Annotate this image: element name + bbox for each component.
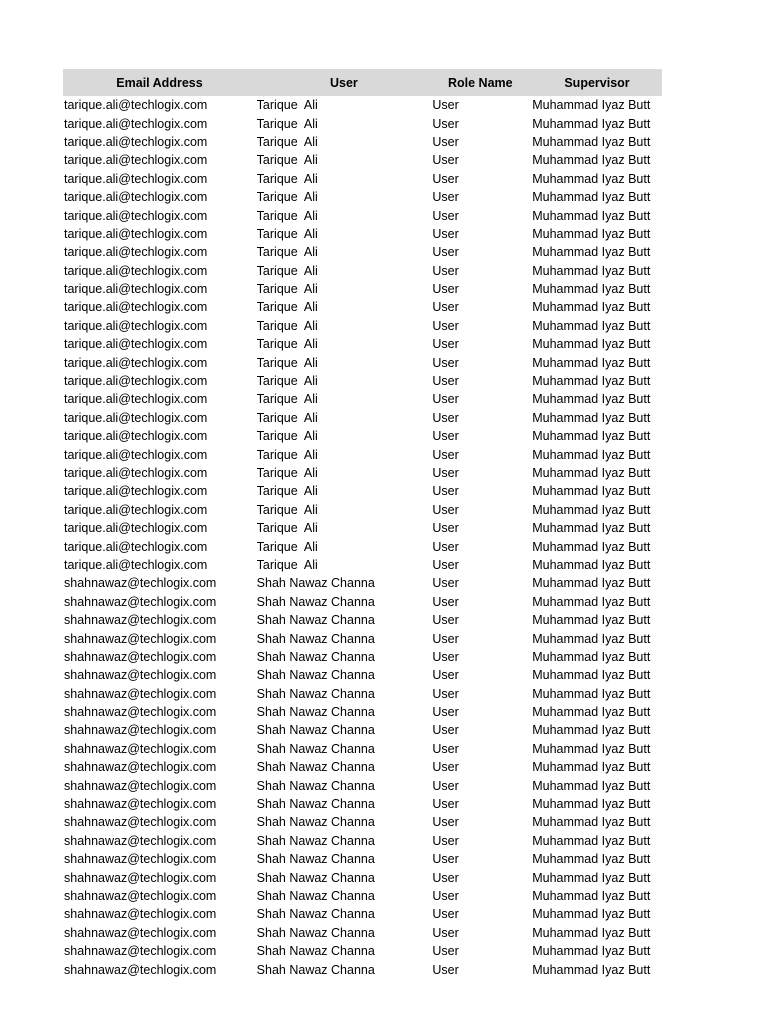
cell-email: tarique.ali@techlogix.com bbox=[64, 171, 208, 186]
cell-role: User bbox=[432, 98, 459, 113]
cell-user: Tarique Ali bbox=[256, 429, 318, 444]
cell-email: tarique.ali@techlogix.com bbox=[64, 318, 208, 333]
cell-role: User bbox=[432, 723, 459, 738]
table-row bbox=[63, 206, 662, 224]
cell-user: Tarique Ali bbox=[256, 374, 318, 389]
table-row bbox=[63, 501, 662, 519]
cell-supervisor: Muhammad Iyaz Butt bbox=[532, 815, 651, 830]
table-row bbox=[63, 666, 662, 684]
cell-user: Shah Nawaz Channa bbox=[256, 686, 375, 701]
cell-user: Tarique Ali bbox=[256, 337, 318, 352]
cell-user: Shah Nawaz Channa bbox=[256, 760, 375, 775]
cell-supervisor: Muhammad Iyaz Butt bbox=[532, 944, 651, 959]
cell-role: User bbox=[432, 374, 459, 389]
cell-user: Shah Nawaz Channa bbox=[256, 594, 375, 609]
cell-role: User bbox=[432, 429, 459, 444]
cell-role: User bbox=[432, 557, 459, 572]
cell-email: tarique.ali@techlogix.com bbox=[64, 245, 208, 260]
cell-email: tarique.ali@techlogix.com bbox=[64, 392, 208, 407]
cell-email: tarique.ali@techlogix.com bbox=[64, 98, 208, 113]
cell-email: tarique.ali@techlogix.com bbox=[64, 153, 208, 168]
cell-role: User bbox=[432, 245, 459, 260]
cell-supervisor: Muhammad Iyaz Butt bbox=[532, 466, 651, 480]
table-row bbox=[63, 924, 662, 942]
cell-supervisor: Muhammad Iyaz Butt bbox=[532, 888, 651, 903]
cell-role: User bbox=[432, 263, 459, 278]
table-row bbox=[63, 556, 662, 574]
cell-supervisor: Muhammad Iyaz Butt bbox=[532, 557, 651, 572]
cell-supervisor: Muhammad Iyaz Butt bbox=[532, 723, 651, 738]
table-row bbox=[63, 740, 662, 758]
cell-role: User bbox=[432, 171, 459, 186]
cell-supervisor: Muhammad Iyaz Butt bbox=[532, 594, 651, 609]
cell-user: Tarique Ali bbox=[256, 153, 318, 168]
cell-role: User bbox=[432, 484, 459, 499]
cell-supervisor: Muhammad Iyaz Butt bbox=[532, 337, 651, 352]
table-row bbox=[63, 519, 662, 537]
cell-supervisor: Muhammad Iyaz Butt bbox=[532, 263, 651, 278]
cell-role: User bbox=[432, 686, 459, 701]
table-row bbox=[63, 960, 662, 978]
cell-role: User bbox=[432, 466, 459, 480]
cell-email: shahnawaz@techlogix.com bbox=[64, 723, 217, 738]
cell-email: shahnawaz@techlogix.com bbox=[64, 705, 217, 720]
cell-role: User bbox=[432, 833, 459, 848]
table-row bbox=[63, 685, 662, 703]
table-row bbox=[63, 427, 662, 445]
cell-user: Tarique Ali bbox=[256, 484, 318, 499]
cell-role: User bbox=[432, 190, 459, 205]
cell-supervisor: Muhammad Iyaz Butt bbox=[532, 245, 651, 260]
cell-supervisor: Muhammad Iyaz Butt bbox=[532, 613, 651, 628]
cell-user: Shah Nawaz Channa bbox=[256, 815, 375, 830]
cell-role: User bbox=[432, 760, 459, 775]
cell-email: shahnawaz@techlogix.com bbox=[64, 833, 217, 848]
cell-email: shahnawaz@techlogix.com bbox=[64, 760, 217, 775]
cell-supervisor: Muhammad Iyaz Butt bbox=[532, 447, 651, 462]
cell-role: User bbox=[432, 797, 459, 812]
cell-user: Tarique Ali bbox=[256, 98, 318, 113]
cell-user: Shah Nawaz Channa bbox=[256, 668, 375, 683]
cell-email: tarique.ali@techlogix.com bbox=[64, 374, 208, 389]
table-row bbox=[63, 611, 662, 629]
table-row bbox=[63, 537, 662, 555]
cell-supervisor: Muhammad Iyaz Butt bbox=[532, 925, 651, 940]
table-row bbox=[63, 262, 662, 280]
cell-user: Shah Nawaz Channa bbox=[256, 852, 375, 867]
cell-role: User bbox=[432, 337, 459, 352]
cell-email: shahnawaz@techlogix.com bbox=[64, 741, 217, 756]
cell-role: User bbox=[432, 318, 459, 333]
table-row bbox=[63, 170, 662, 188]
cell-user: Tarique Ali bbox=[256, 318, 318, 333]
cell-supervisor: Muhammad Iyaz Butt bbox=[532, 631, 651, 646]
cell-supervisor: Muhammad Iyaz Butt bbox=[532, 208, 651, 223]
cell-user: Shah Nawaz Channa bbox=[256, 907, 375, 922]
cell-user: Tarique Ali bbox=[256, 392, 318, 407]
table-row bbox=[63, 593, 662, 611]
table-row bbox=[63, 795, 662, 813]
cell-email: shahnawaz@techlogix.com bbox=[64, 888, 217, 903]
cell-email: shahnawaz@techlogix.com bbox=[64, 944, 217, 959]
table-row bbox=[63, 96, 662, 114]
cell-role: User bbox=[432, 226, 459, 241]
cell-role: User bbox=[432, 741, 459, 756]
cell-user: Tarique Ali bbox=[256, 208, 318, 223]
cell-email: tarique.ali@techlogix.com bbox=[64, 226, 208, 241]
cell-user: Tarique Ali bbox=[256, 263, 318, 278]
cell-user: Tarique Ali bbox=[256, 466, 318, 480]
cell-supervisor: Muhammad Iyaz Butt bbox=[532, 741, 651, 756]
cell-user: Tarique Ali bbox=[256, 447, 318, 462]
cell-supervisor: Muhammad Iyaz Butt bbox=[532, 410, 651, 425]
cell-role: User bbox=[432, 613, 459, 628]
table-header bbox=[63, 69, 662, 96]
cell-email: tarique.ali@techlogix.com bbox=[64, 208, 208, 223]
cell-role: User bbox=[432, 502, 459, 517]
cell-role: User bbox=[432, 778, 459, 793]
cell-role: User bbox=[432, 594, 459, 609]
cell-supervisor: Muhammad Iyaz Butt bbox=[532, 98, 651, 113]
cell-email: shahnawaz@techlogix.com bbox=[64, 815, 217, 830]
cell-user: Tarique Ali bbox=[256, 245, 318, 260]
cell-email: shahnawaz@techlogix.com bbox=[64, 870, 217, 885]
table-row bbox=[63, 298, 662, 316]
table-row bbox=[63, 776, 662, 794]
table-row bbox=[63, 574, 662, 592]
cell-email: tarique.ali@techlogix.com bbox=[64, 484, 208, 499]
cell-role: User bbox=[432, 447, 459, 462]
cell-email: tarique.ali@techlogix.com bbox=[64, 355, 208, 370]
cell-supervisor: Muhammad Iyaz Butt bbox=[532, 539, 651, 554]
cell-email: tarique.ali@techlogix.com bbox=[64, 429, 208, 444]
cell-email: shahnawaz@techlogix.com bbox=[64, 668, 217, 683]
table-row bbox=[63, 409, 662, 427]
table-row bbox=[63, 114, 662, 132]
cell-supervisor: Muhammad Iyaz Butt bbox=[532, 300, 651, 315]
cell-user: Tarique Ali bbox=[256, 116, 318, 131]
cell-supervisor: Muhammad Iyaz Butt bbox=[532, 576, 651, 591]
cell-user: Tarique Ali bbox=[256, 171, 318, 186]
cell-supervisor: Muhammad Iyaz Butt bbox=[532, 705, 651, 720]
cell-email: tarique.ali@techlogix.com bbox=[64, 447, 208, 462]
cell-email: tarique.ali@techlogix.com bbox=[64, 190, 208, 205]
cell-role: User bbox=[432, 925, 459, 940]
table-row bbox=[63, 813, 662, 831]
cell-role: User bbox=[432, 888, 459, 903]
cell-supervisor: Muhammad Iyaz Butt bbox=[532, 852, 651, 867]
cell-supervisor: Muhammad Iyaz Butt bbox=[532, 171, 651, 186]
table-row bbox=[63, 372, 662, 390]
table-row bbox=[63, 225, 662, 243]
table-row bbox=[63, 629, 662, 647]
cell-user: Shah Nawaz Channa bbox=[256, 925, 375, 940]
cell-supervisor: Muhammad Iyaz Butt bbox=[532, 392, 651, 407]
cell-supervisor: Muhammad Iyaz Butt bbox=[532, 429, 651, 444]
cell-user: Shah Nawaz Channa bbox=[256, 741, 375, 756]
table-row bbox=[63, 942, 662, 960]
table-row bbox=[63, 133, 662, 151]
cell-user: Tarique Ali bbox=[256, 226, 318, 241]
cell-role: User bbox=[432, 539, 459, 554]
cell-role: User bbox=[432, 649, 459, 664]
table-row bbox=[63, 335, 662, 353]
cell-user: Tarique Ali bbox=[256, 521, 318, 536]
cell-email: shahnawaz@techlogix.com bbox=[64, 962, 217, 977]
cell-email: shahnawaz@techlogix.com bbox=[64, 925, 217, 940]
cell-user: Shah Nawaz Channa bbox=[256, 631, 375, 646]
cell-user: Tarique Ali bbox=[256, 190, 318, 205]
cell-role: User bbox=[432, 134, 459, 149]
column-header-supervisor: Supervisor bbox=[564, 75, 630, 90]
cell-user: Tarique Ali bbox=[256, 502, 318, 517]
table-row bbox=[63, 850, 662, 868]
table-row bbox=[63, 353, 662, 371]
cell-user: Tarique Ali bbox=[256, 300, 318, 315]
cell-email: shahnawaz@techlogix.com bbox=[64, 613, 217, 628]
cell-email: shahnawaz@techlogix.com bbox=[64, 686, 217, 701]
table-row bbox=[63, 151, 662, 169]
cell-email: shahnawaz@techlogix.com bbox=[64, 797, 217, 812]
table-row bbox=[63, 280, 662, 298]
column-header-email: Email Address bbox=[116, 75, 203, 90]
cell-email: shahnawaz@techlogix.com bbox=[64, 649, 217, 664]
cell-role: User bbox=[432, 153, 459, 168]
cell-email: tarique.ali@techlogix.com bbox=[64, 502, 208, 517]
cell-role: User bbox=[432, 668, 459, 683]
cell-role: User bbox=[432, 410, 459, 425]
table-row bbox=[63, 445, 662, 463]
cell-role: User bbox=[432, 870, 459, 885]
cell-supervisor: Muhammad Iyaz Butt bbox=[532, 907, 651, 922]
cell-email: tarique.ali@techlogix.com bbox=[64, 539, 208, 554]
cell-supervisor: Muhammad Iyaz Butt bbox=[532, 649, 651, 664]
cell-email: tarique.ali@techlogix.com bbox=[64, 263, 208, 278]
table-row bbox=[63, 482, 662, 500]
table-row bbox=[63, 832, 662, 850]
table-row bbox=[63, 905, 662, 923]
cell-user: Shah Nawaz Channa bbox=[256, 705, 375, 720]
cell-supervisor: Muhammad Iyaz Butt bbox=[532, 153, 651, 168]
cell-user: Shah Nawaz Channa bbox=[256, 833, 375, 848]
cell-email: tarique.ali@techlogix.com bbox=[64, 116, 208, 131]
cell-supervisor: Muhammad Iyaz Butt bbox=[532, 686, 651, 701]
cell-role: User bbox=[432, 392, 459, 407]
cell-email: tarique.ali@techlogix.com bbox=[64, 557, 208, 572]
column-header-user: User bbox=[330, 75, 358, 90]
cell-user: Shah Nawaz Channa bbox=[256, 576, 375, 591]
table-row bbox=[63, 758, 662, 776]
cell-user: Tarique Ali bbox=[256, 134, 318, 149]
cell-user: Tarique Ali bbox=[256, 410, 318, 425]
cell-email: tarique.ali@techlogix.com bbox=[64, 337, 208, 352]
cell-role: User bbox=[432, 944, 459, 959]
cell-email: shahnawaz@techlogix.com bbox=[64, 907, 217, 922]
cell-role: User bbox=[432, 521, 459, 536]
table-row bbox=[63, 887, 662, 905]
cell-supervisor: Muhammad Iyaz Butt bbox=[532, 190, 651, 205]
cell-user: Tarique Ali bbox=[256, 557, 318, 572]
cell-user: Shah Nawaz Channa bbox=[256, 778, 375, 793]
cell-role: User bbox=[432, 631, 459, 646]
cell-supervisor: Muhammad Iyaz Butt bbox=[532, 318, 651, 333]
cell-email: tarique.ali@techlogix.com bbox=[64, 410, 208, 425]
cell-supervisor: Muhammad Iyaz Butt bbox=[532, 116, 651, 131]
cell-email: tarique.ali@techlogix.com bbox=[64, 521, 208, 536]
cell-role: User bbox=[432, 907, 459, 922]
cell-user: Shah Nawaz Channa bbox=[256, 944, 375, 959]
cell-role: User bbox=[432, 852, 459, 867]
cell-role: User bbox=[432, 116, 459, 131]
cell-user: Shah Nawaz Channa bbox=[256, 723, 375, 738]
cell-user: Tarique Ali bbox=[256, 355, 318, 370]
table-row bbox=[63, 390, 662, 408]
cell-user: Tarique Ali bbox=[256, 282, 318, 297]
cell-supervisor: Muhammad Iyaz Butt bbox=[532, 870, 651, 885]
cell-email: tarique.ali@techlogix.com bbox=[64, 300, 208, 315]
table-row bbox=[63, 188, 662, 206]
cell-supervisor: Muhammad Iyaz Butt bbox=[532, 797, 651, 812]
cell-email: tarique.ali@techlogix.com bbox=[64, 282, 208, 297]
cell-supervisor: Muhammad Iyaz Butt bbox=[532, 962, 651, 977]
cell-user: Shah Nawaz Channa bbox=[256, 797, 375, 812]
table-row bbox=[63, 243, 662, 261]
cell-user: Shah Nawaz Channa bbox=[256, 649, 375, 664]
cell-email: shahnawaz@techlogix.com bbox=[64, 778, 217, 793]
cell-role: User bbox=[432, 300, 459, 315]
table-row bbox=[63, 648, 662, 666]
cell-role: User bbox=[432, 282, 459, 297]
cell-supervisor: Muhammad Iyaz Butt bbox=[532, 134, 651, 149]
cell-email: shahnawaz@techlogix.com bbox=[64, 594, 217, 609]
table-row bbox=[63, 317, 662, 335]
table-row bbox=[63, 703, 662, 721]
table-row bbox=[63, 464, 662, 482]
cell-supervisor: Muhammad Iyaz Butt bbox=[532, 226, 651, 241]
column-header-role: Role Name bbox=[448, 75, 513, 90]
cell-supervisor: Muhammad Iyaz Butt bbox=[532, 760, 651, 775]
cell-supervisor: Muhammad Iyaz Butt bbox=[532, 374, 651, 389]
table-body bbox=[63, 96, 662, 979]
cell-user: Shah Nawaz Channa bbox=[256, 888, 375, 903]
cell-user: Shah Nawaz Channa bbox=[256, 613, 375, 628]
cell-role: User bbox=[432, 705, 459, 720]
data-table bbox=[63, 69, 662, 979]
cell-supervisor: Muhammad Iyaz Butt bbox=[532, 668, 651, 683]
cell-supervisor: Muhammad Iyaz Butt bbox=[532, 778, 651, 793]
table-row bbox=[63, 868, 662, 886]
cell-supervisor: Muhammad Iyaz Butt bbox=[532, 484, 651, 499]
cell-supervisor: Muhammad Iyaz Butt bbox=[532, 282, 651, 297]
cell-email: tarique.ali@techlogix.com bbox=[64, 134, 208, 149]
cell-role: User bbox=[432, 962, 459, 977]
cell-email: tarique.ali@techlogix.com bbox=[64, 466, 208, 480]
table-row bbox=[63, 721, 662, 739]
cell-supervisor: Muhammad Iyaz Butt bbox=[532, 355, 651, 370]
cell-role: User bbox=[432, 576, 459, 591]
cell-user: Tarique Ali bbox=[256, 539, 318, 554]
cell-role: User bbox=[432, 355, 459, 370]
cell-email: shahnawaz@techlogix.com bbox=[64, 852, 217, 867]
cell-role: User bbox=[432, 815, 459, 830]
cell-supervisor: Muhammad Iyaz Butt bbox=[532, 521, 651, 536]
cell-supervisor: Muhammad Iyaz Butt bbox=[532, 833, 651, 848]
cell-supervisor: Muhammad Iyaz Butt bbox=[532, 502, 651, 517]
cell-user: Shah Nawaz Channa bbox=[256, 870, 375, 885]
cell-user: Shah Nawaz Channa bbox=[256, 962, 375, 977]
cell-email: shahnawaz@techlogix.com bbox=[64, 576, 217, 591]
cell-role: User bbox=[432, 208, 459, 223]
cell-email: shahnawaz@techlogix.com bbox=[64, 631, 217, 646]
